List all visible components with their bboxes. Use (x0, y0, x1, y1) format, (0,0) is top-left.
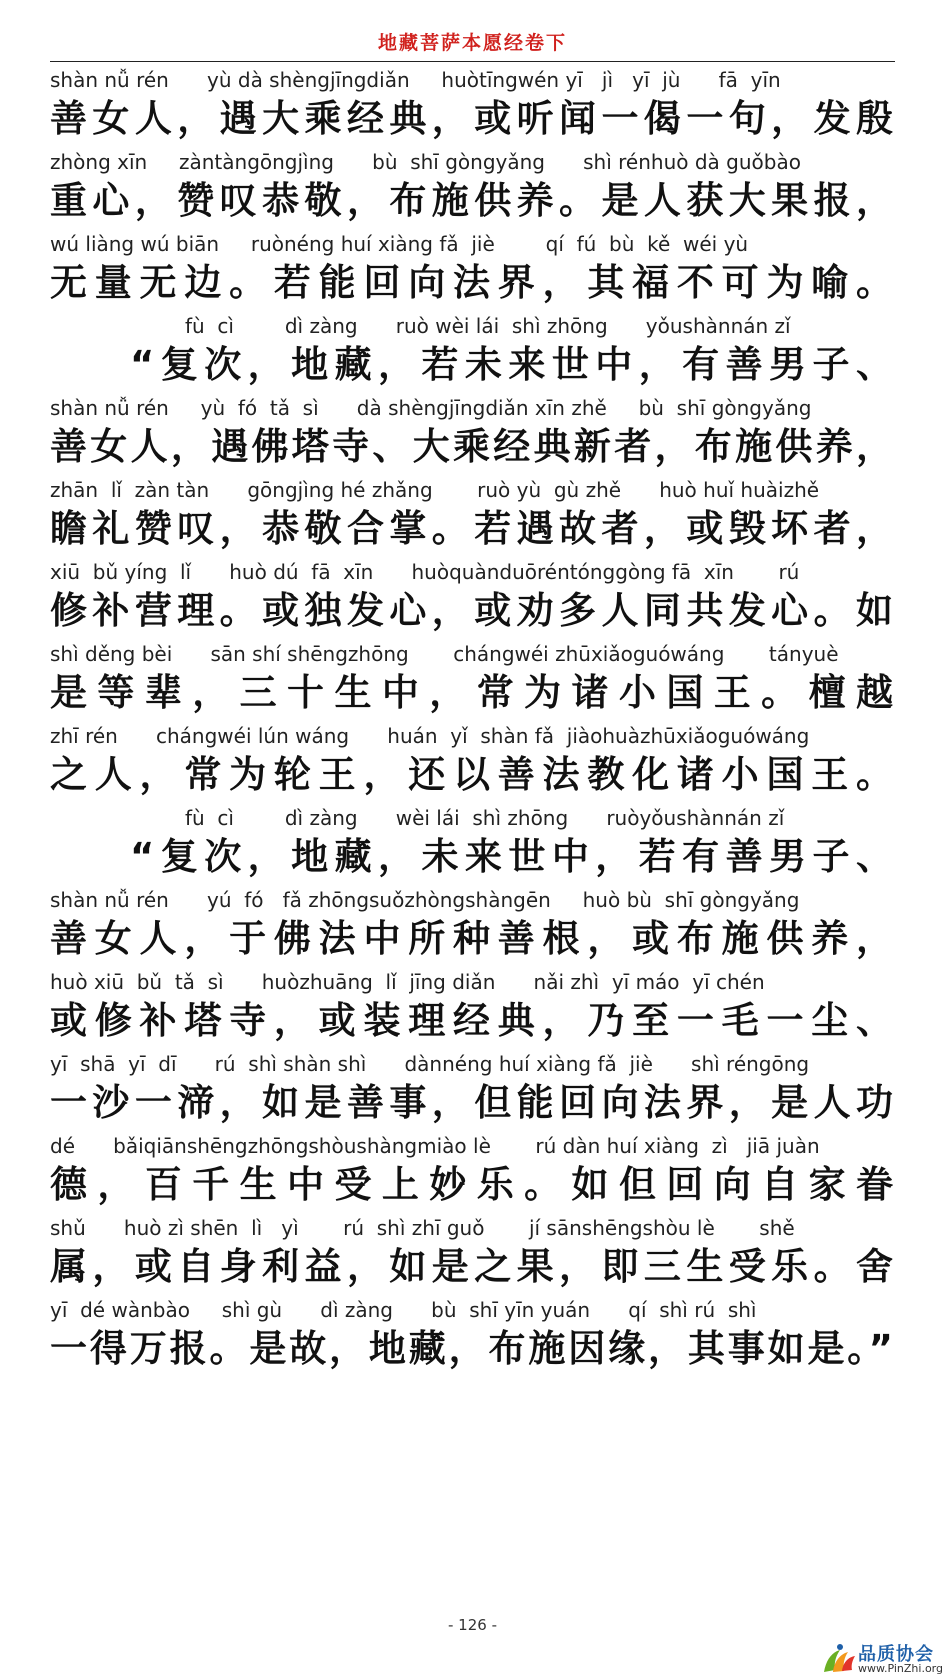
pinyin-line: shì děng bèi sān shí shēngzhōng chángwéi zhūxiǎoguówáng tányuè (50, 642, 839, 666)
pinyin-line: shǔ huò zì shēn lì yì rú shì zhī guǒ jí sānshēngshòu lè shě (50, 1216, 795, 1240)
hanzi-line: 善女人，于佛法中所种善根，或布施供养， (50, 917, 895, 960)
text-line (50, 640, 895, 722)
hanzi-line: 瞻礼赞叹，恭敬合掌。若遇故者，或毁坏者， (50, 507, 895, 550)
pinzhi-logo[interactable] (818, 1640, 943, 1678)
hanzi-line: 德，百千生中受上妙乐。如但回向自家眷 (50, 1163, 895, 1206)
hanzi-line: 重心，赞叹恭敬，布施供养。是人获大果报， (50, 179, 895, 222)
hanzi-line: 善女人，遇大乘经典，或听闻一偈一句，发殷 (50, 97, 895, 140)
pinyin-line: shàn nǚ rén yù fó tǎ sì dà shèngjīngdiǎn xīn zhě bù shī gòngyǎng (50, 396, 812, 420)
pinyin-line: shàn nǚ rén yù dà shèngjīngdiǎn huòtīngwén yī jì yī jù fā yīn (50, 68, 781, 92)
text-line (50, 312, 895, 394)
hanzi-line: 修补营理。或独发心，或劝多人同共发心。如 (50, 589, 895, 632)
hanzi-line: 一得万报。是故，地藏，布施因缘，其事如是。” (50, 1327, 895, 1370)
pinyin-line: yī shā yī dī rú shì shàn shì dànnéng huí xiàng fǎ jiè shì réngōng (50, 1052, 810, 1076)
pinyin-line: zhī rén chángwéi lún wáng huán yǐ shàn fǎ jiàohuàzhūxiǎoguówáng (50, 724, 810, 748)
pinyin-line: shàn nǚ rén yú fó fǎ zhōngsuǒzhòngshàngēn huò bù shī gòngyǎng (50, 888, 800, 912)
pinyin-line: wú liàng wú biān ruònéng huí xiàng fǎ jiè qí fú bù kě wéi yù (50, 232, 749, 256)
pinyin-line: zhān lǐ zàn tàn gōngjìng hé zhǎng ruò yù gù zhě huò huǐ huàizhě (50, 478, 820, 502)
hanzi-line: 善女人，遇佛塔寺、大乘经典新者，布施供养， (50, 425, 895, 468)
text-line (50, 558, 895, 640)
sutra-text (50, 66, 895, 1378)
text-line (50, 66, 895, 148)
hanzi-line: 属，或自身利益，如是之果，即三生受乐。舍 (50, 1245, 895, 1288)
pinzhi-logo-icon (818, 1642, 858, 1676)
text-line (50, 1214, 895, 1296)
hanzi-line: 之人，常为轮王，还以善法教化诸小国王。 (50, 753, 895, 796)
text-line (50, 476, 895, 558)
header-rule (50, 61, 895, 62)
pinyin-line: huò xiū bǔ tǎ sì huòzhuāng lǐ jīng diǎn nǎi zhì yī máo yī chén (50, 970, 765, 994)
hanzi-line: 一沙一渧，如是善事，但能回向法界，是人功 (50, 1081, 895, 1124)
pinyin-line: zhòng xīn zàntàngōngjìng bù shī gòngyǎng shì rénhuò dà guǒbào (50, 150, 801, 174)
text-line (50, 722, 895, 804)
running-header: 地藏菩萨本愿经卷下 (377, 32, 567, 54)
text-line (50, 1050, 895, 1132)
text-line (50, 394, 895, 476)
pinyin-line: fù cì dì zàng wèi lái shì zhōng ruòyǒushànnán zǐ (185, 806, 785, 830)
logo-url: www.PinZhi.org (858, 1662, 943, 1675)
hanzi-line: “复次，地藏，若未来世中，有善男子、 (130, 343, 895, 386)
pinyin-line: fù cì dì zàng ruò wèi lái shì zhōng yǒushànnán zǐ (185, 314, 791, 338)
hanzi-line: 无量无边。若能回向法界，其福不可为喻。 (50, 261, 895, 304)
text-line (50, 804, 895, 886)
text-line (50, 148, 895, 230)
pinyin-line: xiū bǔ yíng lǐ huò dú fā xīn huòquànduōréntónggòng fā xīn rú (50, 560, 800, 584)
text-line (50, 1296, 895, 1378)
hanzi-line: “复次，地藏，未来世中，若有善男子、 (130, 835, 895, 878)
hanzi-line: 是等辈，三十生中，常为诸小国王。檀越 (50, 671, 895, 714)
page-number: - 126 - (448, 1616, 497, 1634)
text-line (50, 886, 895, 968)
hanzi-line: 或修补塔寺，或装理经典，乃至一毛一尘、 (50, 999, 895, 1042)
text-line (50, 1132, 895, 1214)
pinyin-line: dé bǎiqiānshēngzhōngshòushàngmiào lè rú dàn huí xiàng zì jiā juàn (50, 1134, 820, 1158)
pinyin-line: yī dé wànbào shì gù dì zàng bù shī yīn yuán qí shì rú shì (50, 1298, 757, 1322)
logo-name: 品质协会 (858, 1644, 934, 1665)
text-line (50, 230, 895, 312)
text-line (50, 968, 895, 1050)
